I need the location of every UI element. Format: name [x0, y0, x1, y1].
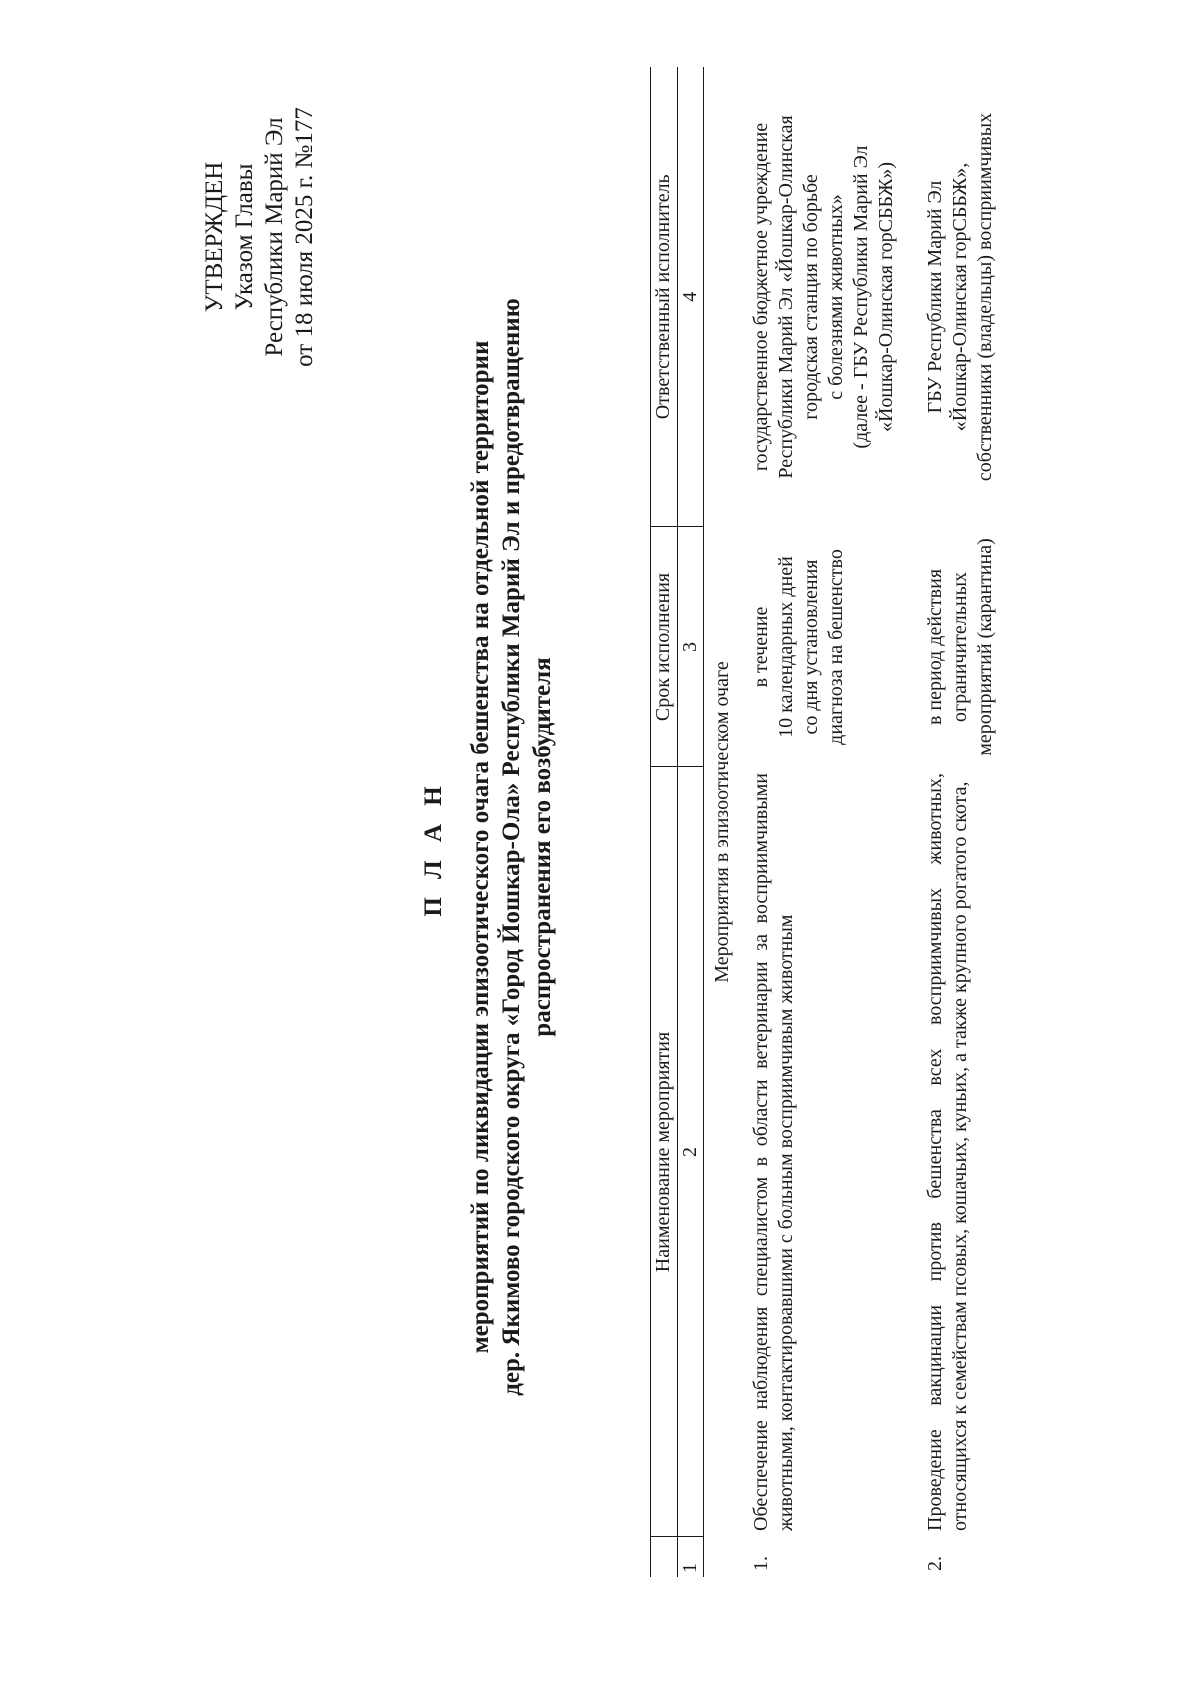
row-term: [917, 527, 1016, 767]
document-title: П Л А Н: [420, 780, 447, 917]
header-responsible: Ответственный исполнитель: [651, 67, 678, 527]
responsible-line: с болезнями животных»: [825, 194, 847, 400]
header-activity: Наименование мероприятия: [651, 767, 678, 1537]
approval-line-3: Республики Марий Эл: [261, 117, 288, 357]
responsible-line: «Йошкар-Олинская горСББЖ»): [875, 161, 897, 433]
term-line: со дня установления: [800, 559, 822, 735]
row-activity: Проведение вакцинации против бешенства всех восприимчивых животных, относящихся к семействам псовых, кошачьих, куньих, а также крупного рогатого скота,: [924, 773, 971, 1531]
table-column-numbers-row: [678, 67, 704, 1577]
term-line: диагноза на бешенство: [825, 549, 847, 745]
plan-table: [650, 67, 1016, 1577]
term-line: в течение: [750, 606, 772, 688]
header-term: Срок исполнения: [651, 527, 678, 767]
responsible-line: ГБУ Республики Марий Эл: [924, 180, 946, 414]
term-line: мероприятий (карантина): [974, 538, 996, 756]
subtitle-line-1: мероприятий по ликвидации эпизоотического очага бешенства на отдельной территории: [467, 340, 494, 1354]
table-row: [917, 67, 1016, 1577]
row-responsible: [917, 67, 1016, 527]
section-title: Мероприятия в эпизоотическом очаге: [711, 661, 733, 983]
colnum-1: 1: [678, 1537, 704, 1577]
responsible-line: государственное бюджетное учреждение: [750, 122, 772, 472]
approval-line-1: УТВЕРЖДЕН: [201, 161, 228, 313]
approval-line-4: от 18 июля 2025 г. №177: [291, 107, 318, 367]
responsible-line: городская станция по борьбе: [800, 174, 822, 420]
responsible-line: (далее - ГБУ Республики Марий Эл: [850, 145, 872, 449]
row-number: 1.: [750, 1556, 772, 1571]
term-line: 10 календарных дней: [775, 556, 797, 738]
colnum-2: 2: [678, 767, 704, 1537]
term-line: ограничительных: [949, 571, 971, 723]
colnum-4: 4: [678, 67, 704, 527]
table-section-row: [704, 67, 744, 1577]
document-subtitle: [465, 147, 558, 1547]
approval-line-2: Указом Главы: [231, 163, 258, 311]
row-activity: Обеспечение наблюдения специалистом в области ветеринарии за восприимчивыми животными, контактировавшими с больным восприимчивым животным: [750, 773, 797, 1531]
responsible-line: Республики Марий Эл «Йошкар-Олинская: [775, 115, 797, 479]
responsible-line: собственники (владельцы) восприимчивых: [974, 112, 996, 482]
table-row: [743, 67, 917, 1577]
row-term: [743, 527, 917, 767]
colnum-3: 3: [678, 527, 704, 767]
term-line: в период действия: [924, 568, 946, 726]
subtitle-line-2: дер. Якимово городского округа «Город Йошкар-Ола» Республики Марий Эл и предотвращению: [498, 298, 525, 1396]
subtitle-line-3: распространения его возбудителя: [529, 657, 556, 1037]
approval-stamp: [200, 87, 320, 387]
row-number: 2.: [924, 1556, 946, 1571]
row-responsible: [743, 67, 917, 527]
responsible-line: «Йошкар-Олинская горСББЖ»,: [949, 162, 971, 432]
header-num: [651, 1537, 678, 1577]
table-header-row: [651, 67, 678, 1577]
